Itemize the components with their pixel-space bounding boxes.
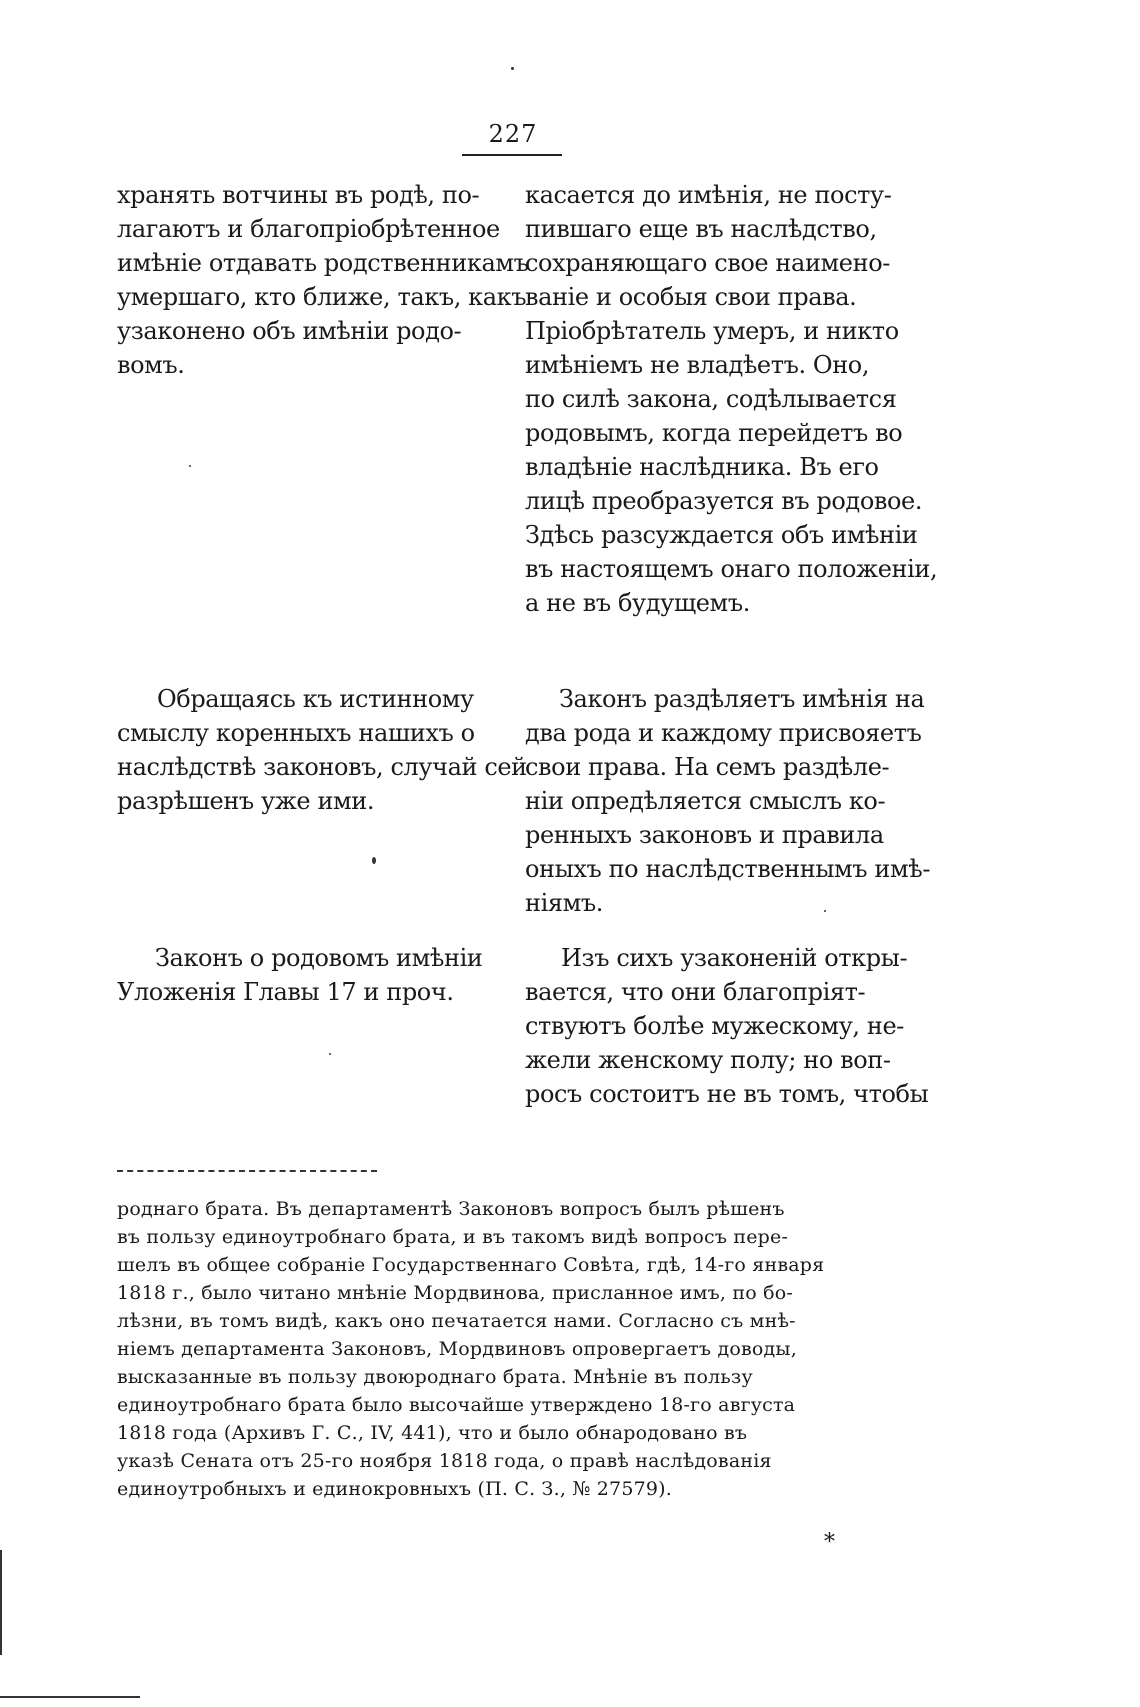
- footnote-line: 1818 года (Архивъ Г. С., IV, 441), что и было обнародовано въ: [117, 1422, 748, 1444]
- text-line: родовымъ, когда перейдетъ во: [525, 419, 903, 447]
- page-number: 227: [488, 120, 538, 148]
- text-line: вомъ.: [117, 351, 185, 379]
- text-line: имѣніе отдавать родственникамъ: [117, 249, 529, 277]
- text-line: по силѣ закона, содѣлывается: [525, 385, 897, 413]
- text-line: узаконено объ имѣніи родо-: [117, 317, 462, 345]
- text-line: вается, что они благопріят-: [525, 978, 866, 1006]
- text-line: сохраняющаго свое наимено-: [525, 249, 890, 277]
- text-line: жели женскому полу; но воп-: [525, 1046, 891, 1074]
- text-line: Обращаясь къ истинному: [157, 685, 474, 713]
- text-line: Пріобрѣтатель умеръ, и никто: [525, 317, 899, 345]
- asterisk-mark: *: [824, 1530, 835, 1555]
- scan-speck: [824, 910, 826, 912]
- footnote-line: высказанные въ пользу двоюроднаго брата. Мнѣніе въ пользу: [117, 1366, 753, 1388]
- text-line: росъ состоитъ не въ томъ, чтобы: [525, 1080, 929, 1108]
- margin-line: [0, 1550, 2, 1655]
- text-line: въ настоящемъ онаго положеніи,: [525, 555, 938, 583]
- footnote-line: шелъ въ общее собраніе Государственнаго Совѣта, гдѣ, 14-го января: [117, 1254, 825, 1276]
- text-line: ваніе и особыя свои права.: [525, 283, 857, 311]
- text-line: владѣніе наслѣдника. Въ его: [525, 453, 879, 481]
- footnote-line: лѣзни, въ томъ видѣ, какъ оно печатается нами. Согласно съ мнѣ-: [117, 1310, 796, 1332]
- text-line: Законъ о родовомъ имѣніи: [155, 944, 483, 972]
- footnote-line: въ пользу единоутробнаго брата, и въ такомъ видѣ вопросъ пере-: [117, 1226, 789, 1248]
- text-line: наслѣдствѣ законовъ, случай сей: [117, 753, 527, 781]
- footnote-line: единоутробнаго брата было высочайше утверждено 18-го августа: [117, 1394, 796, 1416]
- footnote-line: единоутробныхъ и единокровныхъ (П. С. З., № 27579).: [117, 1478, 673, 1500]
- text-line: ніи опредѣляется смыслъ ко-: [525, 787, 886, 815]
- text-line: Изъ сихъ узаконеній откры-: [561, 944, 908, 972]
- text-line: лагаютъ и благопріобрѣтенное: [117, 215, 500, 243]
- text-line: ренныхъ законовъ и правила: [525, 821, 884, 849]
- text-line: ніямъ.: [525, 889, 603, 917]
- scan-speck: [511, 67, 514, 70]
- text-line: а не въ будущемъ.: [525, 589, 750, 617]
- scan-speck: [189, 465, 191, 467]
- text-line: ствуютъ болѣе мужескому, не-: [525, 1012, 904, 1040]
- text-line: разрѣшенъ уже ими.: [117, 787, 375, 815]
- text-line: Здѣсь разсуждается объ имѣніи: [525, 521, 918, 549]
- text-line: лицѣ преобразуется въ родовое.: [525, 487, 923, 515]
- text-line: свои права. На семъ раздѣле-: [525, 753, 890, 781]
- text-line: оныхъ по наслѣдственнымъ имѣ-: [525, 855, 931, 883]
- text-line: Законъ раздѣляетъ имѣнія на: [559, 685, 925, 713]
- scan-speck: [329, 1053, 331, 1055]
- text-line: касается до имѣнія, не посту-: [525, 181, 892, 209]
- text-line: хранять вотчины въ родѣ, по-: [117, 181, 480, 209]
- text-line: пившаго еще въ наслѣдство,: [525, 215, 877, 243]
- text-line: смыслу коренныхъ нашихъ о: [117, 719, 475, 747]
- footnote-line: роднаго брата. Въ департаментѣ Законовъ вопросъ былъ рѣшенъ: [117, 1198, 785, 1220]
- text-line: умершаго, кто ближе, такъ, какъ: [117, 283, 527, 311]
- text-line: имѣніемъ не владѣетъ. Оно,: [525, 351, 870, 379]
- footnote-line: ніемъ департамента Законовъ, Мордвиновъ опровергаетъ доводы,: [117, 1338, 797, 1360]
- footnote-line: указѣ Сената отъ 25-го ноября 1818 года, о правѣ наслѣдованія: [117, 1450, 772, 1472]
- text-line: два рода и каждому присвояетъ: [525, 719, 922, 747]
- footnote-separator: [117, 1170, 377, 1172]
- page-number-rule: [462, 154, 562, 156]
- text-line: Уложенія Главы 17 и проч.: [117, 978, 454, 1006]
- margin-line: [0, 1696, 140, 1698]
- footnote-line: 1818 г., было читано мнѣніе Мордвинова, присланное имъ, по бо-: [117, 1282, 794, 1304]
- scan-speck: [372, 857, 376, 864]
